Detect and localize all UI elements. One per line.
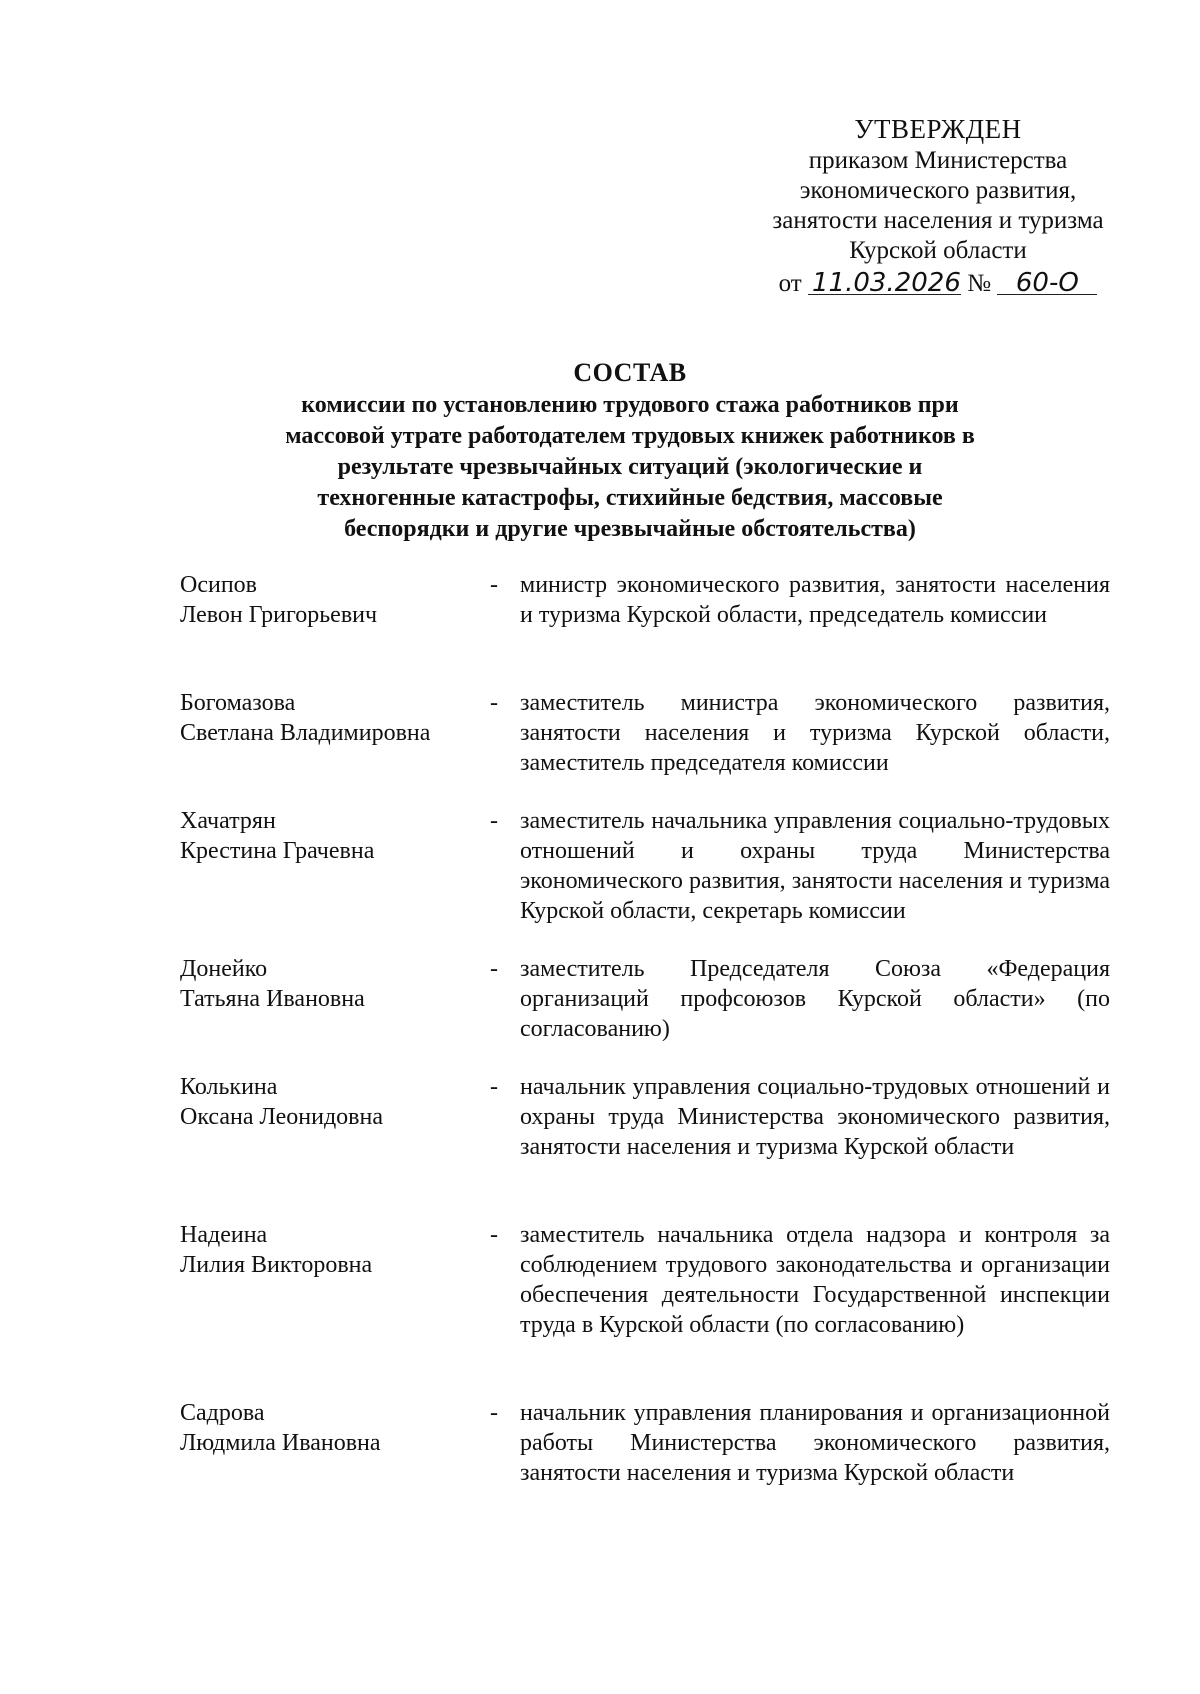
member-role: заместитель Председателя Союза «Федерация организаций профсоюзов Курской области» (по согласованию) [520, 956, 1110, 1042]
member-given-name: Крестина Грачевна [180, 838, 375, 864]
approval-title: УТВЕРЖДЕН [854, 114, 1022, 144]
member-given-name: Светлана Владимировна [180, 720, 431, 746]
member-name [180, 570, 470, 630]
member-surname: Надеина [180, 1222, 268, 1248]
order-date-line [758, 268, 1118, 299]
member-role: начальник управления планирования и организационной работы Министерства экономического развития, занятости населения и туризма Курской области [520, 1400, 1110, 1486]
member-dash: - [490, 1074, 498, 1100]
member-name [180, 1220, 470, 1280]
document-heading [250, 356, 1010, 545]
member-surname: Колькина [180, 1074, 278, 1100]
member-given-name: Людмила Ивановна [180, 1430, 381, 1456]
member-surname: Осипов [180, 572, 258, 598]
member-dash: - [490, 690, 498, 716]
heading-subtitle-line: массовой утрате работодателем трудовых книжек работников в [285, 423, 975, 449]
member-dash: - [490, 1222, 498, 1248]
member-surname: Донейко [180, 956, 268, 982]
heading-title: СОСТАВ [573, 358, 687, 387]
member-name [180, 688, 470, 748]
member-dash: - [490, 1400, 498, 1426]
approval-line: экономического развития, [799, 177, 1077, 204]
member-surname: Садрова [180, 1400, 265, 1426]
member-given-name: Оксана Леонидовна [180, 1104, 383, 1130]
member-role: заместитель начальника управления социально-трудовых отношений и охраны труда Министерства экономического развития, занятости населения и туризма Курской области, секретарь комиссии [520, 808, 1110, 924]
approval-line: приказом Министерства [808, 147, 1068, 174]
heading-subtitle-line: результате чрезвычайных ситуаций (экологические и [337, 454, 923, 480]
member-given-name: Татьяна Ивановна [180, 986, 365, 1012]
member-role: заместитель министра экономического развития, занятости населения и туризма Курской области, заместитель председателя комиссии [520, 690, 1110, 776]
member-given-name: Лилия Викторовна [180, 1252, 373, 1278]
approval-line: Курской области [849, 237, 1027, 264]
member-name [180, 1398, 470, 1458]
approval-stamp-block [758, 112, 1118, 299]
member-surname: Хачатрян [180, 808, 276, 834]
order-date-handwritten: 11.03.2026 [808, 268, 961, 298]
member-role: заместитель начальника отдела надзора и контроля за соблюдением трудового законодательства и организации обеспечения деятельности Государственной инспекции труда в Курской области (по согласованию) [520, 1222, 1110, 1338]
member-name [180, 1072, 470, 1132]
member-role: министр экономического развития, занятости населения и туризма Курской области, председатель комиссии [520, 572, 1110, 628]
date-prefix: от [778, 270, 802, 297]
heading-subtitle-line: беспорядки и другие чрезвычайные обстоятельства) [344, 516, 916, 542]
member-dash: - [490, 572, 498, 598]
member-given-name: Левон Григорьевич [180, 602, 378, 628]
heading-subtitle-line: техногенные катастрофы, стихийные бедствия, массовые [317, 485, 943, 511]
member-role: начальник управления социально-трудовых отношений и охраны труда Министерства экономического развития, занятости населения и туризма Курской области [520, 1074, 1110, 1160]
order-number-handwritten: 60-О [997, 268, 1097, 298]
member-surname: Богомазова [180, 690, 296, 716]
member-dash: - [490, 956, 498, 982]
heading-subtitle-line: комиссии по установлению трудового стажа работников при [301, 392, 959, 418]
member-name [180, 806, 470, 866]
approval-line: занятости населения и туризма [772, 207, 1104, 234]
member-dash: - [490, 808, 498, 834]
number-sign: № [967, 270, 992, 297]
member-name [180, 954, 470, 1014]
